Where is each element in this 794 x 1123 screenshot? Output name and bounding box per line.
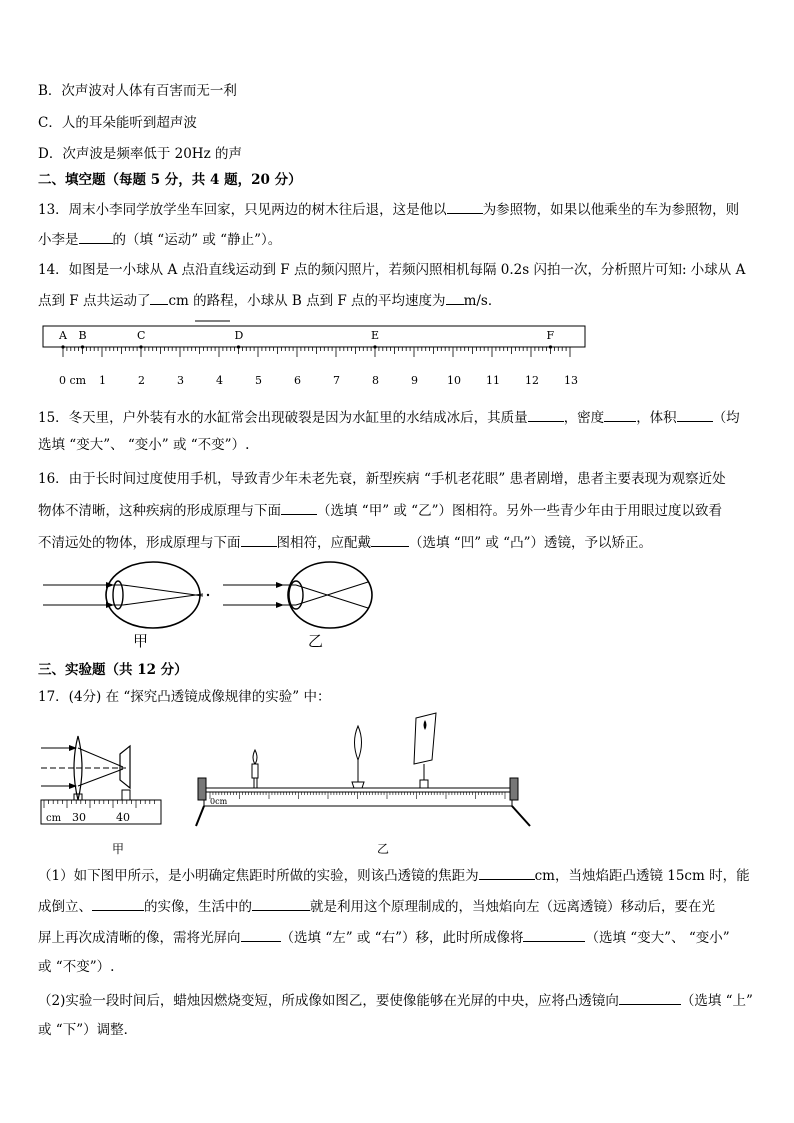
ruler-number: 9 (411, 374, 418, 387)
ball-point (81, 345, 84, 348)
fig-label-jia: 甲 (133, 632, 149, 650)
q15-blank-2[interactable] (604, 407, 636, 422)
ruler-number: 1 (99, 374, 106, 387)
q17-p1-line2 (38, 896, 715, 916)
option-c: C．人的耳朵能听到超声波 (38, 115, 197, 131)
q14-blank-2[interactable] (446, 290, 464, 305)
eye-diagrams (38, 560, 388, 652)
q17-text-4: 的实像，生活中的 (144, 899, 252, 915)
rail-end-left (198, 778, 206, 800)
q13-text-1: 13．周末小李同学放学坐车回家，只见两边的树木往后退，这是他以 (38, 202, 447, 218)
optical-rail (204, 788, 512, 806)
q15-text-4: （均 (712, 410, 740, 426)
q17-p2-line2: 或 “下”）调整． (38, 1022, 138, 1038)
q14-blank-1[interactable] (150, 290, 168, 305)
optical-bench-figure (192, 712, 537, 830)
q14-text-2: cm 的路程，小球从 B 点到 F 点的平均速度为 (168, 293, 446, 309)
q13-line1 (38, 199, 739, 219)
option-d: D．次声波是频率低于 20Hz 的声 (38, 146, 242, 162)
rail-leg-left (196, 806, 204, 826)
q16-blank-2[interactable] (241, 532, 277, 547)
ruler-number: 8 (372, 374, 379, 387)
q17-intro: 17．(4分) 在 “探究凸透镜成像规律的实验” 中： (38, 689, 331, 705)
q16-blank-3[interactable] (371, 532, 409, 547)
section-2-title: 二、填空题（每题 5 分，共 4 题，20 分） (38, 172, 302, 188)
photo-strip (43, 326, 585, 347)
ruler-number: 13 (564, 374, 578, 387)
q15-line1 (38, 407, 740, 427)
light-screen-icon (414, 713, 436, 788)
ball-point (373, 345, 376, 348)
refracted-ray (123, 585, 203, 596)
q17-text-1: （1）如下图甲所示，是小明确定焦距时所做的实验，则该凸透镜的焦距为 (38, 868, 479, 884)
ruler-number: 12 (525, 374, 539, 387)
q13-text-3: 小李是 (38, 232, 79, 248)
ruler-numbers (59, 374, 578, 387)
q17-blank-image[interactable] (92, 896, 144, 911)
ruler-number: 10 (447, 374, 461, 387)
q14-text-3: m/s． (463, 293, 502, 309)
q13-line2 (38, 229, 281, 249)
focus-point (207, 594, 209, 596)
q15-line2: 选填 “变大”、 “变小” 或 “不变”）. (38, 437, 250, 453)
ball-point (61, 345, 64, 348)
q17-text-5: 就是利用这个原理制成的，当烛焰向左（远离透镜）移动后，要在光 (310, 899, 715, 915)
q13-text-2: 为参照物，如果以他乘坐的车为参照物，则 (482, 202, 740, 218)
rail-end-right (510, 778, 518, 800)
q17-blank-focal[interactable] (479, 865, 535, 880)
q17-text-2: cm，当烛焰距凸透镜 15cm 时，能 (534, 868, 750, 884)
ruler-number: 11 (486, 374, 500, 387)
ball-point (237, 345, 240, 348)
q14-line2 (38, 290, 501, 310)
eye-diagram-yi (223, 562, 372, 650)
eye-diagram-jia (43, 562, 209, 650)
q17-blank-device[interactable] (252, 896, 310, 911)
q13-blank-1[interactable] (447, 199, 483, 214)
q17-p1-line3 (38, 927, 730, 947)
fig-yi-label: 乙 (377, 842, 390, 856)
ruler-ticks (53, 347, 573, 357)
bench-zero-label: 0cm (210, 797, 228, 806)
ruler-number: 6 (294, 374, 301, 387)
ball-point (549, 345, 552, 348)
candle-icon (252, 750, 258, 788)
tick-label-30: 30 (72, 811, 86, 824)
option-b: B．次声波对人体有百害而无一利 (38, 83, 237, 99)
q16-text-5: （选填 “凹” 或 “凸”）透镜，予以矫正。 (409, 535, 652, 551)
eyeball (288, 562, 372, 628)
q15-text-3: ，体积 (636, 410, 677, 426)
focal-length-figure (38, 734, 168, 832)
point-label: A (59, 329, 67, 342)
point-label: E (371, 329, 380, 342)
q17-text-9: （2)实验一段时间后，蜡烛因燃烧变短，所成像如图乙，要使像能够在光屏的中央，应将凸透镜向 (38, 993, 619, 1009)
q14-line1: 14．如图是一小球从 A 点沿直线运动到 F 点的频闪照片，若频闪照相机每隔 0.2s 闪拍一次，分析照片可知: 小球从 A (38, 262, 746, 278)
ruler-points (58, 329, 555, 349)
q17-text-8: （选填 “变大”、 “变小” (585, 930, 730, 946)
ruler-number: 4 (216, 374, 223, 387)
ruler-figure (38, 318, 598, 390)
fig-label-yi: 乙 (308, 632, 324, 650)
q17-text-10: （选填 “上” (680, 993, 753, 1009)
point-label: C (137, 329, 146, 342)
ruler-number: 5 (255, 374, 262, 387)
ruler-number: 7 (333, 374, 340, 387)
q16-text-1: 物体不清晰，这种疾病的形成原理与下面 (38, 503, 281, 519)
point-label: D (234, 329, 244, 342)
q16-line3 (38, 532, 652, 552)
q15-blank-1[interactable] (528, 407, 564, 422)
q16-line1: 16．由于长时间过度使用手机，导致青少年未老先衰，新型疾病 “手机老花眼” 患者剧增，患者主要表现为观察近处 (38, 471, 726, 487)
ruler-number: 3 (177, 374, 184, 387)
q17-p1-line4: 或 “不变”）. (38, 959, 115, 975)
q13-text-4: 的（填 “运动” 或 “静止”）。 (112, 232, 282, 248)
lens-icon (352, 726, 364, 788)
tick-label-40: 40 (116, 811, 130, 824)
refracted-ray (296, 585, 368, 608)
section-3-title: 三、实验题（共 12 分） (38, 662, 188, 678)
q16-text-3: 不清远处的物体，形成原理与下面 (38, 535, 241, 551)
screen-icon (120, 746, 130, 788)
q17-p2-line1 (38, 990, 753, 1010)
refracted-ray (296, 582, 368, 605)
q15-text-1: 15．冬天里，户外装有水的水缸常会出现破裂是因为水缸里的水结成冰后，其质量 (38, 410, 528, 426)
q17-blank-direction[interactable] (241, 927, 281, 942)
q16-text-2: （选填 “甲” 或 “乙”）图相符。另外一些青少年由于用眼过度以致看 (317, 503, 722, 519)
q16-line2 (38, 500, 722, 520)
rail-leg-right (512, 806, 530, 826)
q13-blank-2[interactable] (79, 229, 113, 244)
ball-point (139, 345, 142, 348)
q17-p1-line1 (38, 865, 750, 885)
ruler-number: 0 cm (59, 374, 87, 387)
q17-text-7: （选填 “左” 或 “右”）移，此时所成像将 (280, 930, 524, 946)
q17-blank-size[interactable] (523, 927, 585, 942)
q17-text-3: 成倒立、 (38, 899, 92, 915)
q16-text-4: 图相符，应配戴 (276, 535, 371, 551)
q17-text-6: 屏上再次成清晰的像，需将光屏向 (38, 930, 241, 946)
eyeball (106, 562, 200, 628)
q16-blank-1[interactable] (281, 500, 317, 515)
q14-text-1: 点到 F 点共运动了 (38, 293, 151, 309)
fig-jia-label: 甲 (112, 842, 125, 856)
jia-ruler-ticks (44, 800, 154, 808)
q15-blank-3[interactable] (677, 407, 713, 422)
point-label: F (546, 329, 555, 342)
ruler-unit: cm (46, 813, 62, 824)
q15-text-2: ，密度 (563, 410, 605, 426)
ruler-number: 2 (138, 374, 145, 387)
point-label: B (78, 329, 87, 342)
refracted-ray (123, 594, 203, 605)
q17-blank-adjust[interactable] (619, 990, 681, 1005)
